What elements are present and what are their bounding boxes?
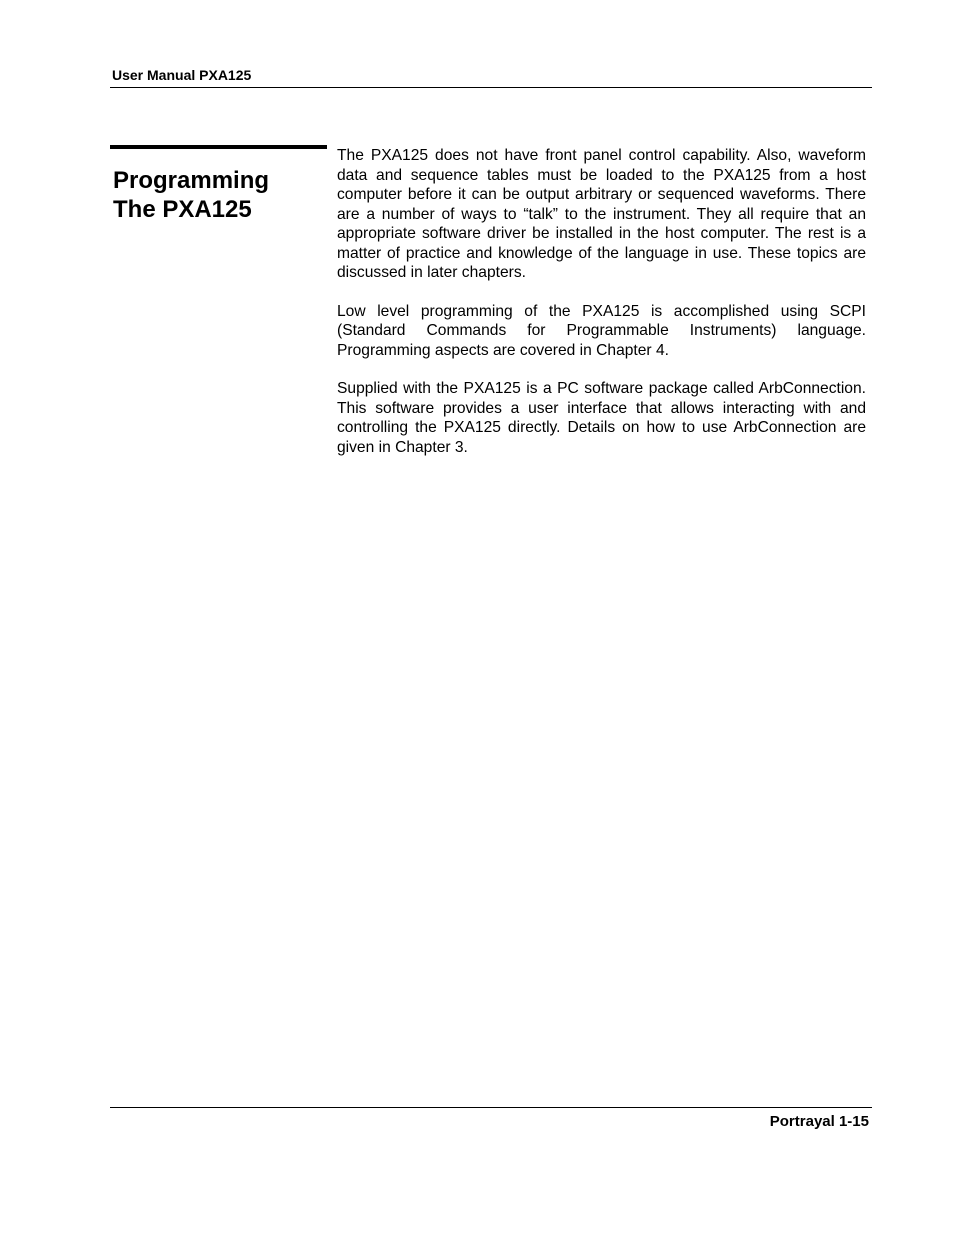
- section-heading-rule: [110, 145, 327, 149]
- page-number: Portrayal 1-15: [769, 1113, 869, 1130]
- section-body: [337, 146, 866, 476]
- section-heading-line-1: Programming: [113, 167, 270, 195]
- footer-divider: [110, 1107, 872, 1108]
- paragraph-arbconnection: Supplied with the PXA125 is a PC software package called ArbConnection. This software provides a user interface that allows interacting with and controlling the PXA125 directly. Details on how to use ArbConnection are given in Chapter 3.: [337, 380, 866, 456]
- paragraph-scpi: Low level programming of the PXA125 is accomplished using SCPI (Standard Commands for Programmable Instruments) language. Programming aspects are covered in Chapter 4.: [337, 302, 866, 359]
- section-heading-line-2: The PXA125: [113, 196, 252, 224]
- paragraph-front-panel: The PXA125 does not have front panel control capability. Also, waveform data and sequence tables must be loaded to the PXA125 from a host computer before it can be output arbitrary or sequenced waveforms. There are a number of ways to “talk” to the instrument. They all require that an appropriate software driver be installed in the host computer. The rest is a matter of practice and knowledge of the language in use. These topics are discussed in later chapters.: [337, 147, 866, 281]
- section-heading: [113, 166, 323, 224]
- running-header: User Manual PXA125: [112, 67, 252, 83]
- header-divider: [110, 87, 872, 88]
